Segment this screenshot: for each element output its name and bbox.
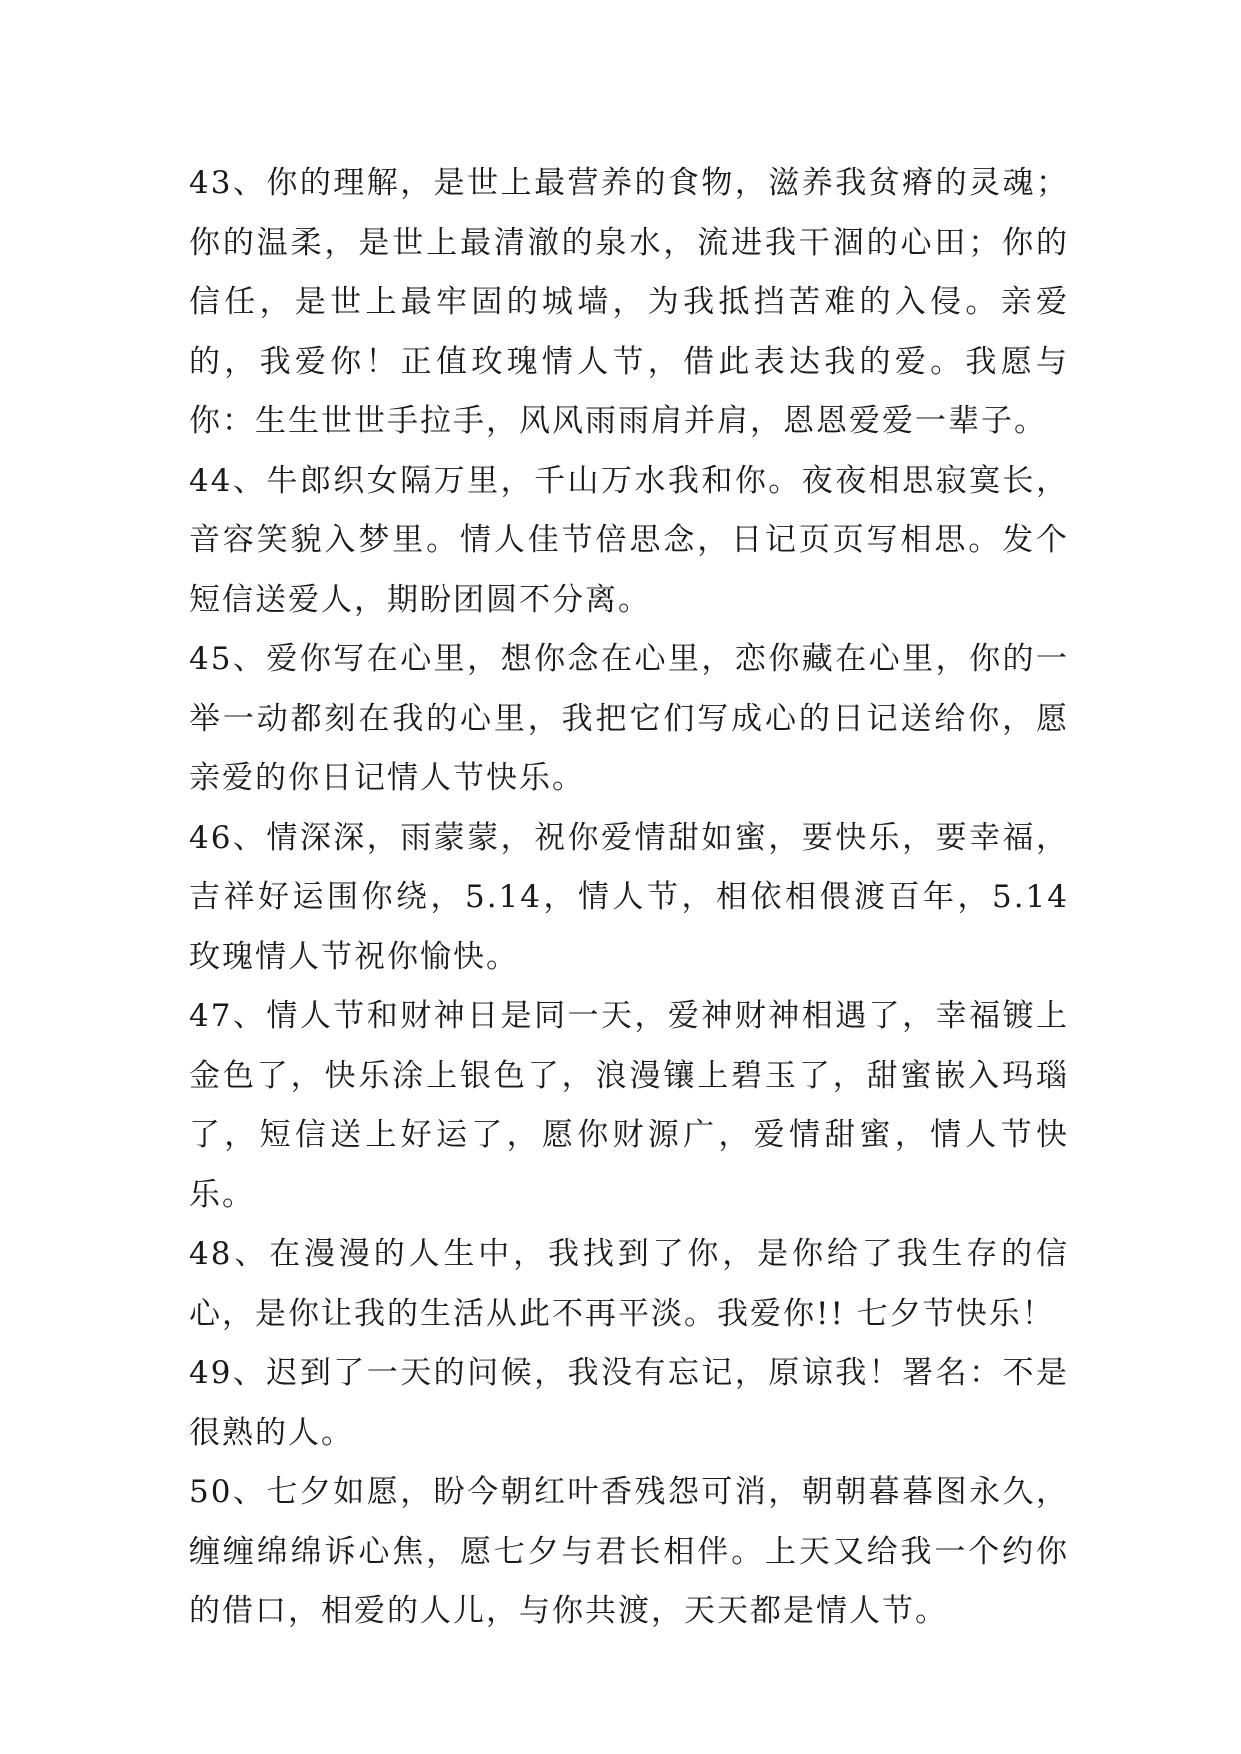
paragraph-47: 47、情人节和财神日是同一天，爱神财神相遇了，幸福镀上金色了，快乐涂上银色了，浪漫镶上碧玉了，甜蜜嵌入玛瑙了，短信送上好运了，愿你财源广，爱情甜蜜，情人节快乐。 xyxy=(189,998,1069,1213)
paragraph-50: 50、七夕如愿，盼今朝红叶香残怨可消，朝朝暮暮图永久，缠缠绵绵诉心焦，愿七夕与君长相伴。上天又给我一个约你的借口，相爱的人儿，与你共渡，天天都是情人节。 xyxy=(189,1474,1069,1629)
paragraph-43: 43、你的理解，是世上最营养的食物，滋养我贫瘠的灵魂；你的温柔，是世上最清澈的泉水，流进我干涸的心田；你的信任，是世上最牢固的城墙，为我抵挡苦难的入侵。亲爱的，我爱你！正值玫瑰情人节，借此表达我的爱。我愿与你：生生世世手拉手，风风雨雨肩并肩，恩恩爱爱一辈子。 xyxy=(189,165,1069,439)
paragraph-48: 48、在漫漫的人生中，我找到了你，是你给了我生存的信心，是你让我的生活从此不再平淡。我爱你!! 七夕节快乐！ xyxy=(189,1236,1069,1332)
paragraph-45: 45、爱你写在心里，想你念在心里，恋你藏在心里，你的一举一动都刻在我的心里，我把它们写成心的日记送给你，愿亲爱的你日记情人节快乐。 xyxy=(189,641,1069,796)
paragraph-46: 46、情深深，雨蒙蒙，祝你爱情甜如蜜，要快乐，要幸福，吉祥好运围你绕，5.14，情人节，相依相偎渡百年，5.14 玫瑰情人节祝你愉快。 xyxy=(189,819,1069,975)
paragraph-49: 49、迟到了一天的问候，我没有忘记，原谅我！署名：不是很熟的人。 xyxy=(189,1355,1069,1451)
document-body xyxy=(189,154,1069,1642)
paragraph-44: 44、牛郎织女隔万里，千山万水我和你。夜夜相思寂寞长，音容笑貌入梦里。情人佳节倍思念，日记页页写相思。发个短信送爱人，期盼团圆不分离。 xyxy=(189,462,1069,618)
